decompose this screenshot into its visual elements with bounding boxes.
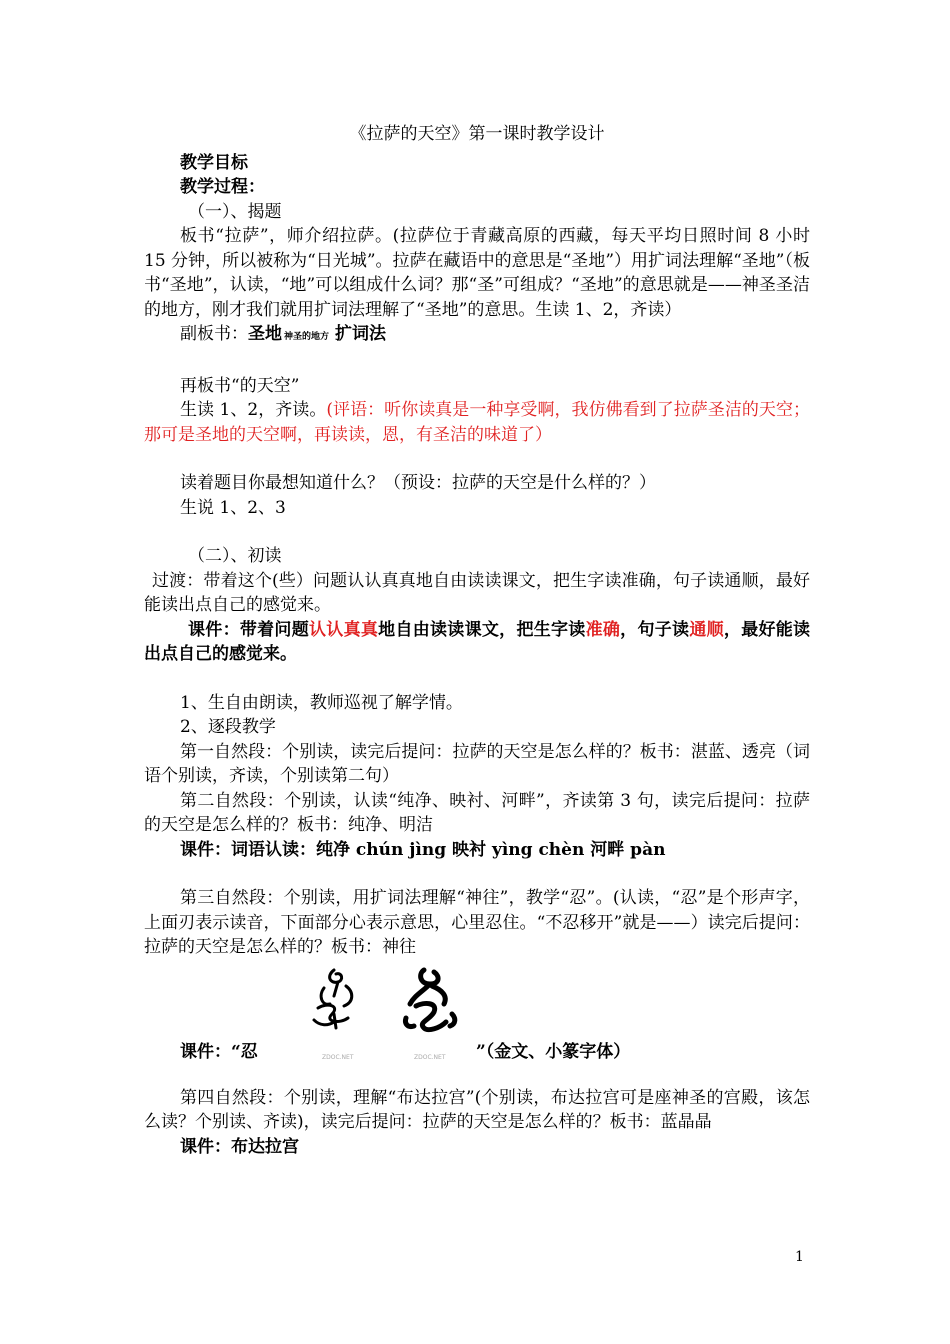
sub-board-meaning: 神圣的地方	[284, 332, 330, 342]
courseware-ren-suffix: ”（金文、小篆字体）	[476, 1041, 631, 1062]
step-1: 1、生自由朗读，教师巡视了解学情。	[180, 692, 463, 713]
paragraph-2-teaching: 第二自然段：个别读，认读“纯净、映衬、河畔”，齐读第 3 句，读完后提问：拉萨的天空是怎么样的？板书：纯净、明洁	[144, 790, 810, 835]
courseware-reading-highlight-1: 认认真真	[309, 619, 379, 640]
students-say: 生说 1、2、3	[180, 497, 286, 518]
process-heading: 教学过程：	[180, 177, 265, 197]
document-body	[144, 122, 810, 1159]
courseware-reading-highlight-3: 通顺	[689, 619, 724, 640]
bronze-script-ren-glyph	[304, 962, 374, 1042]
section-2-heading: （二）、初读	[188, 546, 282, 566]
courseware-reading-a: 课件：带着问题	[188, 619, 309, 640]
teacher-comment: (评语：听你读真是一种享受啊，我仿佛看到了拉萨圣洁的天空；那可是圣地的天空啊，再读读，恩，有圣洁的味道了）	[144, 400, 810, 445]
seal-script-ren-glyph	[394, 962, 474, 1044]
goal-heading: 教学目标	[180, 152, 248, 173]
paragraph-3-teaching: 第三自然段：个别读，用扩词法理解“神往”，教学“忍”。(认读，“忍”是个形声字，上面刃表示读音，下面部分心表示意思，心里忍住。“不忍移开”就是——）读完后提问：拉萨的天空是怎么样的？板书：神往	[144, 888, 810, 957]
read-text: 生读 1、2，齐读。	[180, 400, 327, 420]
document-title: 《拉萨的天空》第一课时教学设计	[349, 124, 605, 144]
page-number: 1	[795, 1249, 804, 1265]
courseware-reading-g: ，最好能读出点自己的感觉来。	[144, 619, 811, 664]
courseware-reading-e: ，句子读	[620, 619, 690, 640]
courseware-reading	[144, 618, 810, 667]
sub-board-prefix: 副板书：	[180, 324, 248, 344]
courseware-potala: 课件：布达拉宫	[180, 1136, 299, 1157]
watermark-2: ZDOC.NET	[414, 1053, 446, 1061]
courseware-vocabulary: 课件：词语认读：纯净 chún jìng 映衬 yìng chèn 河畔 pàn	[180, 839, 666, 860]
sub-board	[144, 322, 810, 350]
read-paragraph	[144, 398, 810, 447]
courseware-reading-highlight-2: 准确	[585, 619, 621, 640]
step-2: 2、逐段教学	[180, 717, 276, 737]
courseware-reading-c: 地自由读读课文，把生字读	[378, 619, 586, 640]
question-paragraph: 读着题目你最想知道什么？（预设：拉萨的天空是什么样的？）	[180, 473, 656, 493]
board-sky: 再板书“的天空”	[180, 375, 300, 396]
paragraph-4-teaching: 第四自然段：个别读，理解“布达拉宫”(个别读，布达拉宫可是座神圣的宫殿，该怎么读？个别读、齐读)，读完后提问：拉萨的天空是怎么样的？板书：蓝晶晶	[144, 1087, 810, 1132]
paragraph-lhasa-intro: 板书“拉萨”，师介绍拉萨。(拉萨位于青藏高原的西藏，每天平均日照时间 8 小时 15 分钟，所以被称为“日光城”。拉萨在藏语中的意思是“圣地”）用扩词法理解“圣地”（板书“圣地”，认读，“地”可以组成什么词？那“圣”可组成？“圣地”的意思就是——神圣圣洁的地方，刚才我们就用扩词法理解了“圣地”的意思。生读 1、2，齐读）	[144, 226, 810, 320]
ren-character-row	[144, 962, 810, 1072]
watermark-1: ZDOC.NET	[322, 1053, 354, 1061]
paragraph-1-teaching: 第一自然段：个别读，读完后提问：拉萨的天空是怎么样的？板书：湛蓝、透亮（词语个别读，齐读，个别读第二句）	[144, 741, 810, 786]
transition-paragraph: 过渡：带着这个(些）问题认认真真地自由读读课文，把生字读准确，句子读通顺，最好能读出点自己的感觉来。	[144, 570, 810, 615]
section-1-heading: （一）、揭题	[188, 201, 282, 222]
courseware-ren-prefix: 课件：“忍	[180, 1041, 258, 1062]
sub-board-method: 扩词法	[335, 324, 387, 344]
sub-board-word: 圣地	[248, 324, 282, 344]
